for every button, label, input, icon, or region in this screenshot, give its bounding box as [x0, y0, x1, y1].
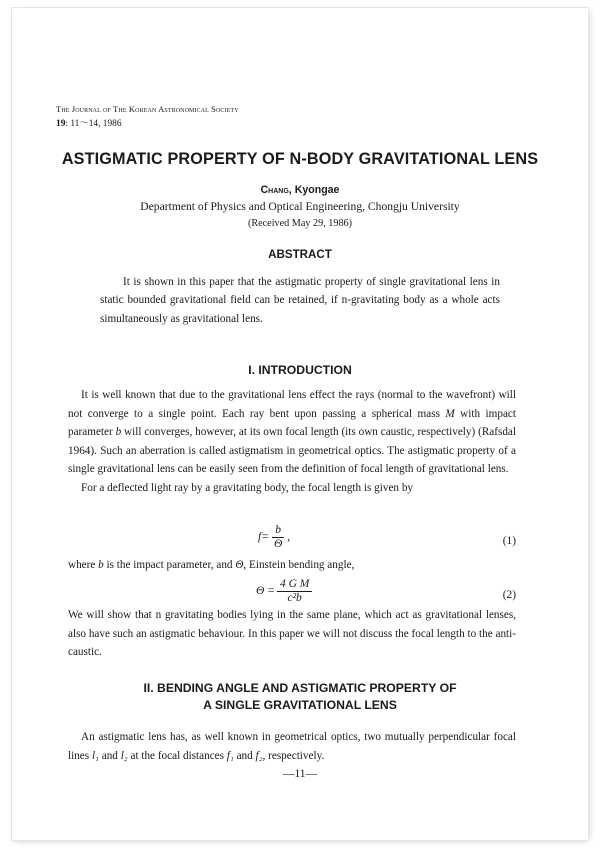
author [0, 184, 600, 196]
section-2-heading [0, 680, 600, 713]
intro-paragraph-3 [68, 606, 516, 662]
eq2-denominator: c²b [287, 592, 302, 604]
volume-number: 19 [56, 119, 66, 129]
where-text-c: is the impact parameter, and [103, 559, 236, 571]
intro-paragraph-1 [68, 386, 516, 497]
equation-1-number: (1) [502, 535, 516, 547]
s2-text-a: An astigmatic lens has, as well known in geometrical optics, two mutually perpendicular focal lines [68, 731, 516, 762]
where-text-a: where [68, 559, 99, 571]
intro-text-b: with impact parameter [68, 407, 516, 438]
eq1-denominator: Θ [273, 538, 283, 550]
s2-text-c: at the focal distances [127, 749, 227, 762]
affiliation: Department of Physics and Optical Engineering, Chongju University [140, 200, 460, 213]
intro-paragraph-2: For a deflected light ray by a gravitating body, the focal length is given by [81, 481, 414, 494]
intro-text-a: It is well known that due to the gravitational lens effect the rays (normal to the wavefront) will not converge to a single point. Each ray bent upon passing a spherical mass [68, 389, 516, 420]
received-date: (Received May 29, 1986) [247, 218, 353, 229]
equation-2-number: (2) [502, 589, 516, 601]
abstract-text: It is shown in this paper that the astigmatic property of single gravitational lens in static bounded gravitational field can be retained, if n-gravitating body as a whole acts simultaneously as gravitational lens. [100, 276, 500, 325]
volume-pages: : 11～14, 1986 [65, 119, 122, 129]
where-line [68, 559, 516, 571]
intro-var-M: M [445, 407, 455, 420]
equation-2 [256, 578, 314, 605]
s2-var-l1: l₁ [91, 749, 99, 762]
s2-var-l2: l₂ [120, 749, 128, 762]
eq2-lhs: Θ = [256, 585, 275, 598]
page-number: —11— [282, 768, 318, 780]
eq1-numerator: b [272, 524, 284, 538]
where-text-d: , Einstein bending angle, [243, 559, 355, 571]
section-1-heading: I. INTRODUCTION [248, 363, 352, 377]
s2-var-f2: f₂ [255, 749, 263, 762]
journal-name: The Journal of The Korean Astronomical Society [56, 104, 239, 114]
where-var-b: b [98, 559, 104, 571]
s2-text-d: and [233, 749, 256, 762]
author-surname: Chang, [260, 184, 292, 196]
section-2-heading-line-1: II. BENDING ANGLE AND ASTIGMATIC PROPERTY OF [143, 681, 457, 695]
abstract-heading: ABSTRACT [268, 248, 332, 261]
intro-paragraph-3-text: We will show that n gravitating bodies lying in the same plane, which act as gravitational lenses, also have such an astigmatic behaviour. In this paper we will not discuss the focal length to the anti-caustic. [68, 609, 516, 658]
equation-1 [258, 524, 290, 551]
volume-info [56, 115, 122, 129]
eq2-numerator: 4 G M [277, 578, 312, 592]
section-2-heading-line-2: A SINGLE GRAVITATIONAL LENS [203, 697, 397, 712]
paper-title: ASTIGMATIC PROPERTY OF N-BODY GRAVITATIONAL LENS [61, 150, 539, 168]
abstract-body [100, 273, 500, 328]
s2-var-f1: f₁ [226, 749, 234, 762]
s2-text-b: and [98, 749, 121, 762]
eq1-lhs: f= [258, 531, 269, 544]
intro-text-c: will converges, however, at its own focal length (its own caustic, respectively) (Rafsdal 1964). Such an aberration is called astigmatism in geometrical optics. The astigmatic property of a single gravitational lens can be easily seen from the definition of focal length of gravitational lens. [68, 426, 517, 475]
where-theta: Θ [235, 559, 244, 571]
eq1-tail: , [287, 531, 291, 544]
intro-var-b: b [115, 426, 122, 438]
s2-text-e: , respectively. [262, 749, 325, 762]
author-given: Kyongae [294, 184, 340, 196]
section-2-paragraph-1 [68, 728, 516, 765]
